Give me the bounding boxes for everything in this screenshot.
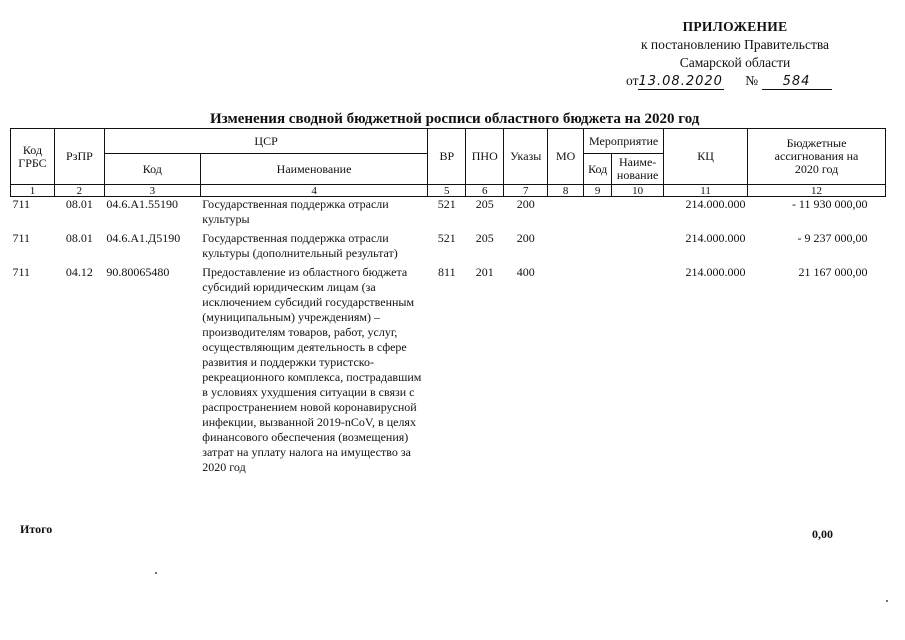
cell-measure-name bbox=[612, 231, 664, 265]
cell-mo bbox=[548, 231, 584, 265]
col-csr-code: Код bbox=[104, 154, 200, 185]
col-rzpr: РзПР bbox=[54, 129, 104, 185]
col-csr-name: Наименование bbox=[200, 154, 428, 185]
col-number: 6 bbox=[466, 185, 504, 197]
col-budget: Бюджетные ассигнования на 2020 год bbox=[748, 129, 886, 185]
handwritten-date: 13.08.2020 bbox=[638, 74, 723, 89]
cell-amount: 21 167 000,00 bbox=[798, 264, 868, 279]
col-number: 5 bbox=[428, 185, 466, 197]
col-number: 12 bbox=[748, 185, 886, 197]
col-kc: КЦ bbox=[664, 129, 748, 185]
total-label: Итого bbox=[20, 522, 53, 536]
date-line bbox=[600, 72, 870, 90]
table-row bbox=[11, 231, 886, 265]
document-title: Изменения сводной бюджетной росписи областного бюджета на 2020 год bbox=[210, 111, 700, 127]
col-number: 7 bbox=[504, 185, 548, 197]
scan-speck bbox=[155, 572, 157, 574]
cell-csr: 04.6.А1.55190 bbox=[106, 197, 179, 211]
col-number: 8 bbox=[548, 185, 584, 197]
budget-table bbox=[10, 128, 886, 475]
table-header-row-1 bbox=[11, 129, 886, 154]
scan-speck bbox=[886, 600, 888, 602]
header-block bbox=[600, 18, 870, 90]
col-csr: ЦСР bbox=[104, 129, 427, 154]
col-vr: ВР bbox=[428, 129, 466, 185]
cell-grbs: 711 bbox=[12, 230, 31, 245]
col-pno: ПНО bbox=[466, 129, 504, 185]
cell-grbs: 711 bbox=[12, 197, 31, 211]
cell-vr: 811 bbox=[438, 264, 456, 279]
header-line-1: к постановлению Правительства bbox=[640, 37, 830, 52]
cell-pno: 205 bbox=[475, 230, 494, 245]
cell-name: Государственная поддержка отрасли культуры (дополнительный результат) bbox=[202, 230, 398, 260]
cell-ukazy: 200 bbox=[516, 230, 535, 245]
col-number: 3 bbox=[104, 185, 200, 197]
col-number: 10 bbox=[612, 185, 664, 197]
cell-measure-code bbox=[584, 231, 612, 265]
col-number: 1 bbox=[11, 185, 55, 197]
cell-pno: 205 bbox=[475, 197, 494, 211]
col-measure: Мероприятие bbox=[584, 129, 664, 154]
cell-grbs: 711 bbox=[12, 264, 31, 279]
cell-name: Государственная поддержка отрасли культуры bbox=[202, 197, 389, 226]
cell-kc: 214.000.000 bbox=[685, 197, 746, 211]
cell-kc: 214.000.000 bbox=[685, 230, 746, 245]
total-value: 0,00 bbox=[812, 527, 833, 541]
appendix-label: ПРИЛОЖЕНИЕ bbox=[682, 19, 788, 34]
col-grbs: Код ГРБС bbox=[11, 129, 55, 185]
col-measure-code: Код bbox=[584, 154, 612, 185]
table-row bbox=[11, 265, 886, 475]
header-line-2: Самарской области bbox=[679, 55, 791, 70]
cell-rzpr: 08.01 bbox=[65, 230, 93, 245]
cell-rzpr: 04.12 bbox=[65, 264, 93, 279]
cell-name: Предоставление из областного бюджета субсидий юридическим лицам (за исключением субсидий государственным (муниципальным) учреждениям) – производителям товаров, работ, услуг, осуществляющим деятельность в сфере развития и поддержки туристско-рекреационного комплекса, пострадавшим в условиях ухудшения ситуации в связи с распространением новой коронавирусной инфекции, вызванной 2019-nCoV, в целях финансового обеспечения (возмещения) затрат на уплату налога на имущество за 2020 год bbox=[202, 264, 422, 474]
col-measure-name: Наиме-нование bbox=[612, 154, 664, 185]
cell-measure-code bbox=[584, 265, 612, 475]
cell-csr: 04.6.А1.Д5190 bbox=[106, 230, 181, 245]
handwritten-number: 584 bbox=[762, 75, 832, 90]
cell-rzpr: 08.01 bbox=[65, 197, 93, 211]
cell-measure-code bbox=[584, 197, 612, 231]
column-number-row bbox=[11, 185, 886, 197]
cell-mo bbox=[548, 197, 584, 231]
col-mo: МО bbox=[548, 129, 584, 185]
cell-measure-name bbox=[612, 197, 664, 231]
col-number: 2 bbox=[54, 185, 104, 197]
from-label: от bbox=[626, 73, 639, 88]
cell-amount: - 9 237 000,00 bbox=[797, 230, 868, 245]
cell-kc: 214.000.000 bbox=[685, 264, 746, 279]
table-row bbox=[11, 197, 886, 231]
number-label: № bbox=[745, 73, 759, 88]
cell-ukazy: 200 bbox=[516, 197, 535, 211]
col-number: 9 bbox=[584, 185, 612, 197]
col-ukazy: Указы bbox=[504, 129, 548, 185]
cell-amount: - 11 930 000,00 bbox=[791, 197, 868, 211]
cell-vr: 521 bbox=[437, 230, 456, 245]
cell-pno: 201 bbox=[475, 264, 494, 279]
cell-vr: 521 bbox=[437, 197, 456, 211]
cell-ukazy: 400 bbox=[516, 264, 535, 279]
cell-measure-name bbox=[612, 265, 664, 475]
col-number: 11 bbox=[664, 185, 748, 197]
cell-mo bbox=[548, 265, 584, 475]
cell-csr: 90.80065480 bbox=[106, 264, 170, 279]
col-number: 4 bbox=[200, 185, 428, 197]
